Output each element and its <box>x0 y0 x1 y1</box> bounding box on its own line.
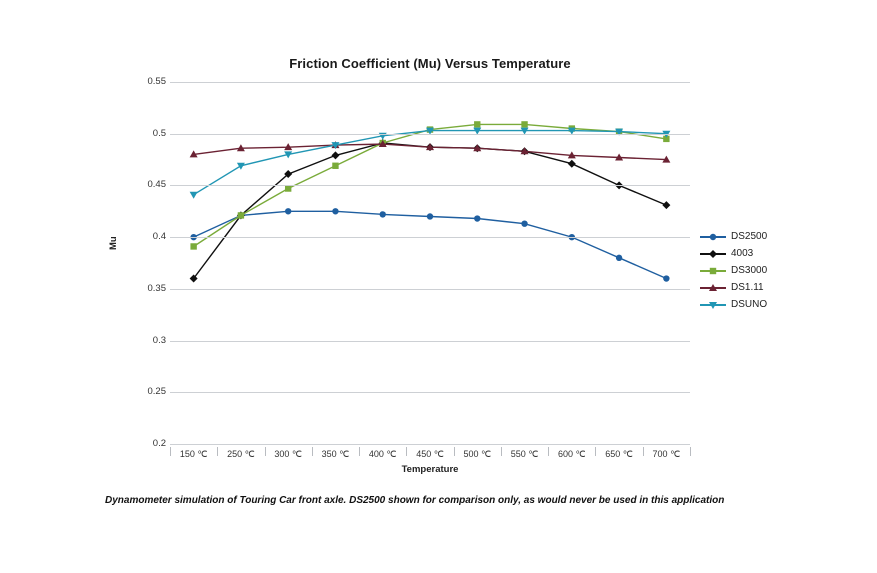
data-point <box>332 208 338 214</box>
x-tick-mark <box>548 447 549 456</box>
x-tick-mark <box>690 447 691 456</box>
legend-label: DS3000 <box>731 265 768 276</box>
data-point <box>474 215 480 221</box>
x-tick-mark <box>359 447 360 456</box>
x-tick-label: 700 ℃ <box>652 449 681 459</box>
gridline <box>170 82 690 83</box>
chart-footnote: Dynamometer simulation of Touring Car front axle. DS2500 shown for comparison only, as would never be used in this application <box>105 495 725 506</box>
y-axis-tick-labels <box>122 76 166 449</box>
series-dsuno <box>190 128 671 199</box>
x-tick-label: 550 ℃ <box>510 449 539 459</box>
legend-label: DSUNO <box>731 299 768 310</box>
x-tick-mark <box>312 447 313 456</box>
series-lines <box>170 82 690 444</box>
legend-marker-icon <box>700 230 726 244</box>
x-axis-title: Temperature <box>401 464 459 475</box>
x-tick-mark <box>595 447 596 456</box>
series-line <box>194 211 667 278</box>
data-point <box>331 151 339 159</box>
y-tick-label: 0.4 <box>152 231 166 243</box>
x-tick-label: 650 ℃ <box>605 449 633 459</box>
x-tick-label: 400 ℃ <box>368 449 397 459</box>
y-tick-label: 0.3 <box>152 334 166 346</box>
series-ds1-11 <box>190 140 671 163</box>
legend-label: 4003 <box>731 248 754 259</box>
legend-marker-icon <box>700 298 726 312</box>
legend-marker-icon <box>700 281 726 295</box>
x-tick-label: 250 ℃ <box>227 449 255 459</box>
gridline <box>170 237 690 238</box>
x-tick-label: 350 ℃ <box>321 449 350 459</box>
data-point <box>521 121 527 127</box>
data-point <box>285 208 291 214</box>
chart-title: Friction Coefficient (Mu) Versus Temperature <box>289 56 571 71</box>
legend-item[interactable] <box>700 228 810 245</box>
data-point <box>190 243 196 249</box>
x-tick-label: 450 ℃ <box>416 449 444 459</box>
data-point <box>710 267 716 273</box>
y-axis-title: Mu <box>108 236 119 250</box>
x-tick-label: 600 ℃ <box>558 449 586 459</box>
x-tick-mark <box>217 447 218 456</box>
gridline <box>170 134 690 135</box>
x-tick-label: 500 ℃ <box>463 449 492 459</box>
data-point <box>663 275 669 281</box>
y-tick-label: 0.55 <box>147 76 166 87</box>
gridline <box>170 392 690 393</box>
data-point <box>238 212 244 218</box>
plot-area <box>170 82 690 444</box>
data-point <box>709 302 717 309</box>
legend-item[interactable] <box>700 262 810 279</box>
data-point <box>474 121 480 127</box>
x-tick-mark <box>643 447 644 456</box>
legend-marker-icon <box>700 264 726 278</box>
legend-item[interactable] <box>700 279 810 296</box>
series-line <box>194 143 667 279</box>
data-point <box>332 163 338 169</box>
legend-item[interactable] <box>700 245 810 262</box>
chart-legend <box>700 228 810 313</box>
y-tick-label: 0.25 <box>147 386 166 398</box>
legend-label: DS2500 <box>731 231 768 242</box>
y-tick-label: 0.2 <box>152 438 166 449</box>
x-axis-tick-labels <box>170 447 690 463</box>
x-tick-mark <box>170 447 171 456</box>
data-point <box>709 284 717 291</box>
x-tick-mark <box>265 447 266 456</box>
legend-marker-icon <box>700 247 726 261</box>
data-point <box>521 220 527 226</box>
x-tick-mark <box>406 447 407 456</box>
data-point <box>380 211 386 217</box>
data-point <box>568 160 576 168</box>
x-tick-mark <box>454 447 455 456</box>
x-tick-label: 300 ℃ <box>274 449 302 459</box>
data-point <box>662 201 670 209</box>
data-point <box>616 255 622 261</box>
data-point <box>427 213 433 219</box>
legend-item[interactable] <box>700 296 810 313</box>
gridline <box>170 289 690 290</box>
y-tick-label: 0.45 <box>147 179 166 191</box>
data-point <box>190 192 198 199</box>
series-ds2500 <box>190 208 669 282</box>
data-point <box>709 250 717 258</box>
data-point <box>237 163 245 170</box>
legend-label: DS1.11 <box>731 282 764 293</box>
y-tick-label: 0.5 <box>152 127 166 139</box>
data-point <box>710 233 716 239</box>
y-tick-label: 0.35 <box>147 282 166 294</box>
gridline <box>170 341 690 342</box>
x-tick-mark <box>501 447 502 456</box>
gridline <box>170 444 690 445</box>
gridline <box>170 185 690 186</box>
x-tick-label: 150 ℃ <box>179 449 208 459</box>
